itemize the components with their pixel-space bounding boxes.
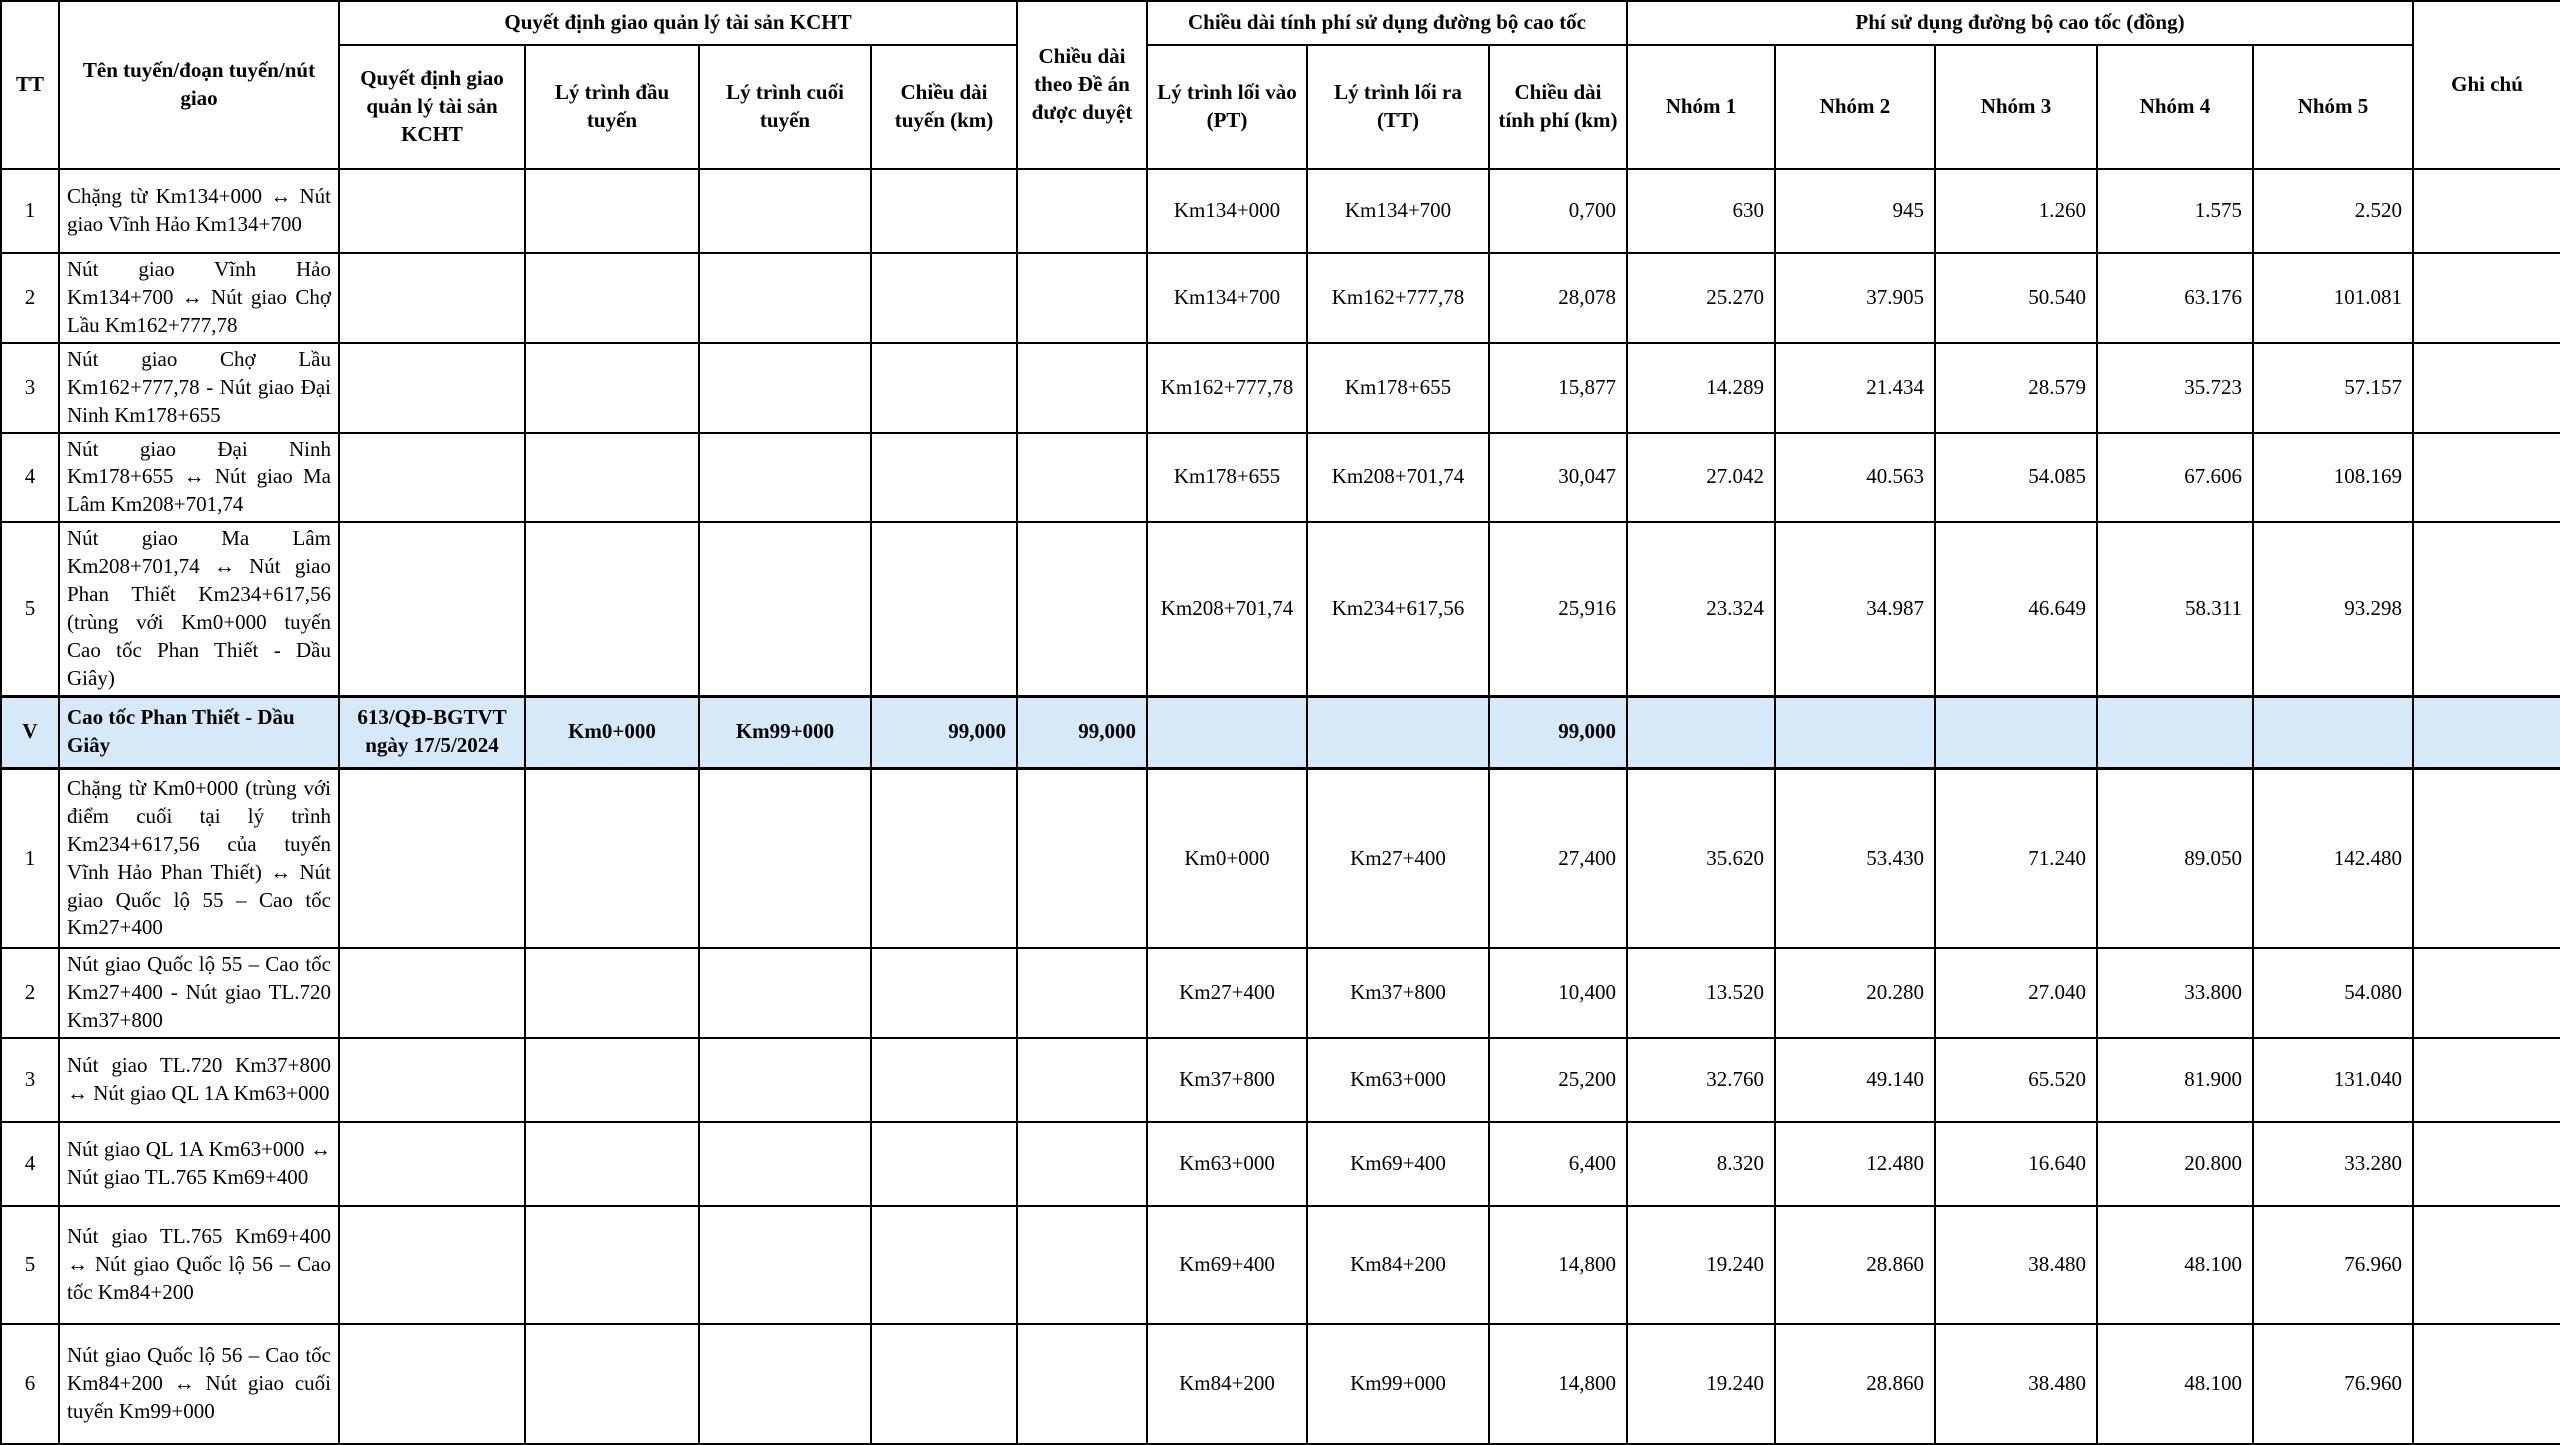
- toll-length-cell: 15,877: [1489, 343, 1627, 433]
- toll-length-cell: 10,400: [1489, 948, 1627, 1038]
- exit-chainage-cell: Km134+700: [1307, 169, 1489, 253]
- table-row: [1, 253, 2560, 343]
- note-cell: [2413, 433, 2560, 523]
- fee-group5-cell: 2.520: [2253, 169, 2413, 253]
- col-group-asset-decision: Quyết định giao quản lý tài sản KCHT: [339, 1, 1017, 45]
- section-row: [1, 696, 2560, 768]
- fee-group3-cell: 28.579: [1935, 343, 2097, 433]
- row-index-cell: 6: [1, 1324, 59, 1444]
- start-chainage-cell: [525, 1324, 699, 1444]
- exit-chainage-cell: [1307, 696, 1489, 768]
- fee-group5-cell: 101.081: [2253, 253, 2413, 343]
- exit-chainage-cell: Km234+617,56: [1307, 522, 1489, 696]
- col-header-group1: Nhóm 1: [1627, 45, 1775, 169]
- approved-length-cell: [1017, 1206, 1147, 1324]
- exit-chainage-cell: Km69+400: [1307, 1122, 1489, 1206]
- fee-group4-cell: 63.176: [2097, 253, 2253, 343]
- route-length-cell: [871, 522, 1017, 696]
- decision-cell: [339, 343, 525, 433]
- entry-chainage-cell: Km37+800: [1147, 1038, 1307, 1122]
- route-name-cell: Nút giao TL.765 Km69+400 ↔ Nút giao Quốc lộ 56 – Cao tốc Km84+200: [59, 1206, 339, 1324]
- route-name-cell: Chặng từ Km134+000 ↔ Nút giao Vĩnh Hảo Km134+700: [59, 169, 339, 253]
- col-header-decision: Quyết định giao quản lý tài sản KCHT: [339, 45, 525, 169]
- note-cell: [2413, 948, 2560, 1038]
- entry-chainage-cell: Km0+000: [1147, 768, 1307, 948]
- end-chainage-cell: [699, 1206, 871, 1324]
- col-header-route-length: Chiều dài tuyến (km): [871, 45, 1017, 169]
- table-row: [1, 948, 2560, 1038]
- entry-chainage-cell: Km27+400: [1147, 948, 1307, 1038]
- toll-length-cell: 30,047: [1489, 433, 1627, 523]
- entry-chainage-cell: Km63+000: [1147, 1122, 1307, 1206]
- approved-length-cell: [1017, 1038, 1147, 1122]
- approved-length-cell: [1017, 768, 1147, 948]
- col-header-start-chainage: Lý trình đầu tuyến: [525, 45, 699, 169]
- start-chainage-cell: [525, 253, 699, 343]
- col-header-group2: Nhóm 2: [1775, 45, 1935, 169]
- fee-group2-cell: 28.860: [1775, 1206, 1935, 1324]
- end-chainage-cell: [699, 433, 871, 523]
- fee-group3-cell: 38.480: [1935, 1324, 2097, 1444]
- approved-length-cell: [1017, 522, 1147, 696]
- route-length-cell: [871, 253, 1017, 343]
- entry-chainage-cell: Km208+701,74: [1147, 522, 1307, 696]
- decision-cell: [339, 169, 525, 253]
- route-name-cell: Nút giao Quốc lộ 56 – Cao tốc Km84+200 ↔ Nút giao cuối tuyến Km99+000: [59, 1324, 339, 1444]
- fee-group4-cell: [2097, 696, 2253, 768]
- fee-group4-cell: 48.100: [2097, 1206, 2253, 1324]
- start-chainage-cell: [525, 522, 699, 696]
- fee-group1-cell: 13.520: [1627, 948, 1775, 1038]
- fee-group4-cell: 1.575: [2097, 169, 2253, 253]
- entry-chainage-cell: Km134+000: [1147, 169, 1307, 253]
- table-row: [1, 1122, 2560, 1206]
- approved-length-cell: [1017, 343, 1147, 433]
- fee-group2-cell: 40.563: [1775, 433, 1935, 523]
- toll-length-cell: 14,800: [1489, 1206, 1627, 1324]
- decision-cell: [339, 1324, 525, 1444]
- exit-chainage-cell: Km84+200: [1307, 1206, 1489, 1324]
- route-name-cell: Nút giao Ma Lâm Km208+701,74 ↔ Nút giao Phan Thiết Km234+617,56 (trùng với Km0+000 tuyến Cao tốc Phan Thiết - Dầu Giây): [59, 522, 339, 696]
- fee-group4-cell: 58.311: [2097, 522, 2253, 696]
- fee-group2-cell: 34.987: [1775, 522, 1935, 696]
- note-cell: [2413, 1038, 2560, 1122]
- toll-length-cell: 27,400: [1489, 768, 1627, 948]
- fee-group1-cell: [1627, 696, 1775, 768]
- fee-group3-cell: 27.040: [1935, 948, 2097, 1038]
- route-length-cell: [871, 433, 1017, 523]
- entry-chainage-cell: Km84+200: [1147, 1324, 1307, 1444]
- route-name-cell: Nút giao Đại Ninh Km178+655 ↔ Nút giao Ma Lâm Km208+701,74: [59, 433, 339, 523]
- approved-length-cell: [1017, 948, 1147, 1038]
- fee-group3-cell: 54.085: [1935, 433, 2097, 523]
- note-cell: [2413, 1324, 2560, 1444]
- note-cell: [2413, 1122, 2560, 1206]
- route-name-cell: Nút giao Chợ Lầu Km162+777,78 - Nút giao Đại Ninh Km178+655: [59, 343, 339, 433]
- note-cell: [2413, 343, 2560, 433]
- row-index-cell: 2: [1, 253, 59, 343]
- fee-group5-cell: 54.080: [2253, 948, 2413, 1038]
- toll-length-cell: 25,200: [1489, 1038, 1627, 1122]
- table-row: [1, 1038, 2560, 1122]
- note-cell: [2413, 1206, 2560, 1324]
- fee-group2-cell: 28.860: [1775, 1324, 1935, 1444]
- fee-group1-cell: 27.042: [1627, 433, 1775, 523]
- end-chainage-cell: [699, 1038, 871, 1122]
- toll-length-cell: 6,400: [1489, 1122, 1627, 1206]
- fee-group5-cell: 57.157: [2253, 343, 2413, 433]
- table-body: [1, 169, 2560, 1444]
- end-chainage-cell: [699, 253, 871, 343]
- approved-length-cell: [1017, 169, 1147, 253]
- exit-chainage-cell: Km208+701,74: [1307, 433, 1489, 523]
- decision-cell: [339, 948, 525, 1038]
- col-header-group3: Nhóm 3: [1935, 45, 2097, 169]
- approved-length-cell: [1017, 1122, 1147, 1206]
- route-length-cell: [871, 1206, 1017, 1324]
- fee-group3-cell: 38.480: [1935, 1206, 2097, 1324]
- decision-cell: 613/QĐ-BGTVT ngày 17/5/2024: [339, 696, 525, 768]
- fee-group5-cell: 131.040: [2253, 1038, 2413, 1122]
- fee-group3-cell: 71.240: [1935, 768, 2097, 948]
- fee-group3-cell: 50.540: [1935, 253, 2097, 343]
- fee-group5-cell: [2253, 696, 2413, 768]
- end-chainage-cell: [699, 1122, 871, 1206]
- fee-group2-cell: 37.905: [1775, 253, 1935, 343]
- end-chainage-cell: [699, 522, 871, 696]
- col-header-group5: Nhóm 5: [2253, 45, 2413, 169]
- start-chainage-cell: [525, 433, 699, 523]
- exit-chainage-cell: Km99+000: [1307, 1324, 1489, 1444]
- entry-chainage-cell: Km162+777,78: [1147, 343, 1307, 433]
- fee-group3-cell: [1935, 696, 2097, 768]
- toll-length-cell: 28,078: [1489, 253, 1627, 343]
- decision-cell: [339, 1122, 525, 1206]
- fee-group3-cell: 1.260: [1935, 169, 2097, 253]
- note-cell: [2413, 768, 2560, 948]
- exit-chainage-cell: Km37+800: [1307, 948, 1489, 1038]
- route-length-cell: [871, 1324, 1017, 1444]
- route-length-cell: [871, 948, 1017, 1038]
- approved-length-cell: [1017, 1324, 1147, 1444]
- row-index-cell: 3: [1, 343, 59, 433]
- start-chainage-cell: [525, 169, 699, 253]
- fee-group5-cell: 33.280: [2253, 1122, 2413, 1206]
- toll-length-cell: 0,700: [1489, 169, 1627, 253]
- fee-group2-cell: 12.480: [1775, 1122, 1935, 1206]
- fee-group4-cell: 89.050: [2097, 768, 2253, 948]
- fee-group1-cell: 35.620: [1627, 768, 1775, 948]
- fee-group4-cell: 20.800: [2097, 1122, 2253, 1206]
- fee-group5-cell: 93.298: [2253, 522, 2413, 696]
- exit-chainage-cell: Km27+400: [1307, 768, 1489, 948]
- col-group-fee: Phí sử dụng đường bộ cao tốc (đồng): [1627, 1, 2413, 45]
- entry-chainage-cell: Km178+655: [1147, 433, 1307, 523]
- header-group-row: [1, 1, 2560, 45]
- entry-chainage-cell: Km69+400: [1147, 1206, 1307, 1324]
- note-cell: [2413, 696, 2560, 768]
- fee-group4-cell: 48.100: [2097, 1324, 2253, 1444]
- end-chainage-cell: [699, 169, 871, 253]
- row-index-cell: 5: [1, 1206, 59, 1324]
- start-chainage-cell: [525, 343, 699, 433]
- fee-group3-cell: 16.640: [1935, 1122, 2097, 1206]
- toll-length-cell: 14,800: [1489, 1324, 1627, 1444]
- decision-cell: [339, 768, 525, 948]
- route-length-cell: [871, 768, 1017, 948]
- end-chainage-cell: [699, 948, 871, 1038]
- fee-group1-cell: 19.240: [1627, 1206, 1775, 1324]
- end-chainage-cell: [699, 768, 871, 948]
- col-header-approved-length: Chiều dài theo Đề án được duyệt: [1017, 1, 1147, 169]
- fee-group1-cell: 8.320: [1627, 1122, 1775, 1206]
- route-name-cell: Cao tốc Phan Thiết - Dầu Giây: [59, 696, 339, 768]
- exit-chainage-cell: Km63+000: [1307, 1038, 1489, 1122]
- entry-chainage-cell: [1147, 696, 1307, 768]
- decision-cell: [339, 433, 525, 523]
- exit-chainage-cell: Km162+777,78: [1307, 253, 1489, 343]
- fee-group4-cell: 35.723: [2097, 343, 2253, 433]
- fee-group3-cell: 65.520: [1935, 1038, 2097, 1122]
- approved-length-cell: [1017, 433, 1147, 523]
- fee-group2-cell: [1775, 696, 1935, 768]
- route-name-cell: Nút giao TL.720 Km37+800 ↔ Nút giao QL 1A Km63+000: [59, 1038, 339, 1122]
- approved-length-cell: 99,000: [1017, 696, 1147, 768]
- start-chainage-cell: [525, 1122, 699, 1206]
- route-length-cell: [871, 169, 1017, 253]
- fee-group1-cell: 25.270: [1627, 253, 1775, 343]
- fee-group1-cell: 23.324: [1627, 522, 1775, 696]
- entry-chainage-cell: Km134+700: [1147, 253, 1307, 343]
- start-chainage-cell: [525, 768, 699, 948]
- table-row: [1, 522, 2560, 696]
- fee-group5-cell: 108.169: [2253, 433, 2413, 523]
- col-header-exit-chainage: Lý trình lối ra (TT): [1307, 45, 1489, 169]
- row-index-cell: 3: [1, 1038, 59, 1122]
- col-header-entry-chainage: Lý trình lối vào (PT): [1147, 45, 1307, 169]
- row-index-cell: 1: [1, 768, 59, 948]
- route-name-cell: Nút giao QL 1A Km63+000 ↔ Nút giao TL.765 Km69+400: [59, 1122, 339, 1206]
- fee-group5-cell: 76.960: [2253, 1206, 2413, 1324]
- table-row: [1, 768, 2560, 948]
- route-name-cell: Nút giao Quốc lộ 55 – Cao tốc Km27+400 - Nút giao TL.720 Km37+800: [59, 948, 339, 1038]
- table-row: [1, 343, 2560, 433]
- col-header-route-name: Tên tuyến/đoạn tuyến/nút giao: [59, 1, 339, 169]
- fee-group2-cell: 21.434: [1775, 343, 1935, 433]
- fee-group3-cell: 46.649: [1935, 522, 2097, 696]
- row-index-cell: 1: [1, 169, 59, 253]
- table-row: [1, 433, 2560, 523]
- col-header-toll-length: Chiều dài tính phí (km): [1489, 45, 1627, 169]
- fee-group1-cell: 19.240: [1627, 1324, 1775, 1444]
- table-row: [1, 1206, 2560, 1324]
- note-cell: [2413, 169, 2560, 253]
- table-row: [1, 1324, 2560, 1444]
- end-chainage-cell: Km99+000: [699, 696, 871, 768]
- header-sub-row: [1, 45, 2560, 169]
- fee-group1-cell: 630: [1627, 169, 1775, 253]
- fee-group4-cell: 81.900: [2097, 1038, 2253, 1122]
- fee-group4-cell: 67.606: [2097, 433, 2253, 523]
- fee-group2-cell: 53.430: [1775, 768, 1935, 948]
- decision-cell: [339, 253, 525, 343]
- row-index-cell: 4: [1, 433, 59, 523]
- route-length-cell: [871, 1122, 1017, 1206]
- row-index-cell: 4: [1, 1122, 59, 1206]
- col-header-end-chainage: Lý trình cuối tuyến: [699, 45, 871, 169]
- toll-length-cell: 25,916: [1489, 522, 1627, 696]
- exit-chainage-cell: Km178+655: [1307, 343, 1489, 433]
- route-name-cell: Nút giao Vĩnh Hảo Km134+700 ↔ Nút giao Chợ Lầu Km162+777,78: [59, 253, 339, 343]
- approved-length-cell: [1017, 253, 1147, 343]
- fee-group2-cell: 945: [1775, 169, 1935, 253]
- end-chainage-cell: [699, 343, 871, 433]
- note-cell: [2413, 253, 2560, 343]
- start-chainage-cell: [525, 948, 699, 1038]
- decision-cell: [339, 1038, 525, 1122]
- col-header-notes: Ghi chú: [2413, 1, 2560, 169]
- route-name-cell: Chặng từ Km0+000 (trùng với điểm cuối tại lý trình Km234+617,56 của tuyến Vĩnh Hảo Phan Thiết) ↔ Nút giao Quốc lộ 55 – Cao tốc Km27+400: [59, 768, 339, 948]
- start-chainage-cell: [525, 1206, 699, 1324]
- table-row: [1, 169, 2560, 253]
- fee-group5-cell: 76.960: [2253, 1324, 2413, 1444]
- fee-group2-cell: 20.280: [1775, 948, 1935, 1038]
- col-header-tt: TT: [1, 1, 59, 169]
- decision-cell: [339, 522, 525, 696]
- decision-cell: [339, 1206, 525, 1324]
- col-header-group4: Nhóm 4: [2097, 45, 2253, 169]
- start-chainage-cell: [525, 1038, 699, 1122]
- route-length-cell: 99,000: [871, 696, 1017, 768]
- toll-length-cell: 99,000: [1489, 696, 1627, 768]
- row-index-cell: 2: [1, 948, 59, 1038]
- fee-group1-cell: 14.289: [1627, 343, 1775, 433]
- route-length-cell: [871, 343, 1017, 433]
- end-chainage-cell: [699, 1324, 871, 1444]
- route-length-cell: [871, 1038, 1017, 1122]
- row-index-cell: V: [1, 696, 59, 768]
- fee-group4-cell: 33.800: [2097, 948, 2253, 1038]
- row-index-cell: 5: [1, 522, 59, 696]
- fee-group2-cell: 49.140: [1775, 1038, 1935, 1122]
- col-group-toll-length: Chiều dài tính phí sử dụng đường bộ cao tốc: [1147, 1, 1627, 45]
- start-chainage-cell: Km0+000: [525, 696, 699, 768]
- fee-group5-cell: 142.480: [2253, 768, 2413, 948]
- fee-group1-cell: 32.760: [1627, 1038, 1775, 1122]
- note-cell: [2413, 522, 2560, 696]
